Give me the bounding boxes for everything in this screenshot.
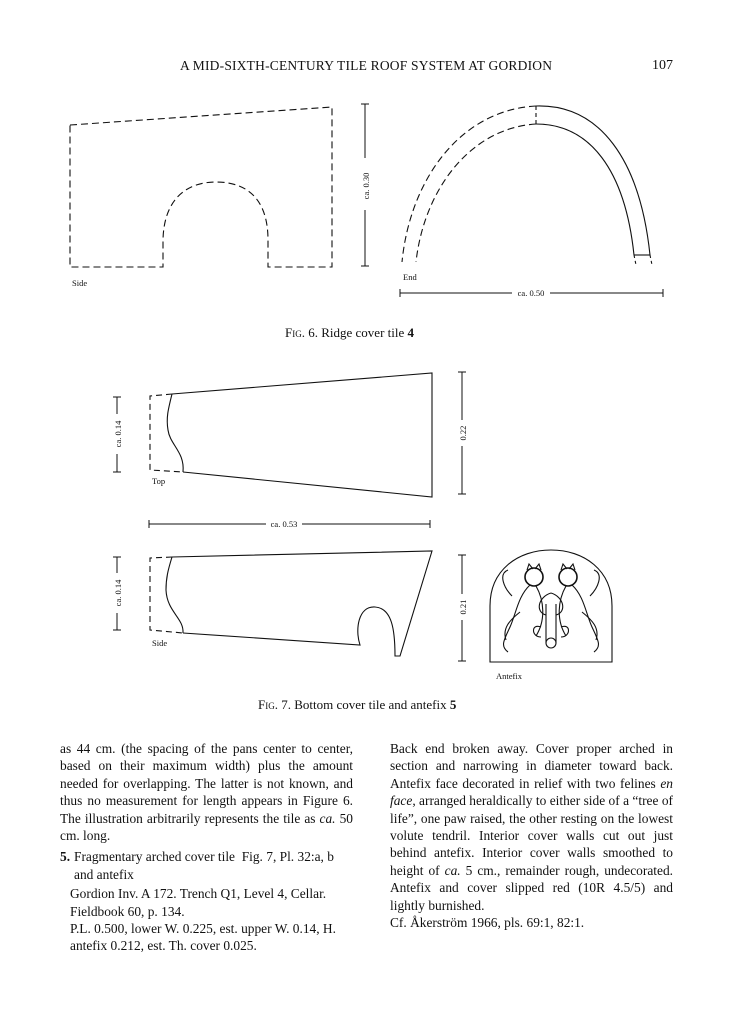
left-paragraph-em: ca. [319,810,336,826]
running-header-title: A MID-SIXTH-CENTURY TILE ROOF SYSTEM AT GORDION [180,58,553,73]
fig7-label-antefix: Antefix [496,671,522,681]
fig6-length-label: ca. 0.50 [517,288,545,298]
figure6-caption-text: Ridge cover tile [321,325,405,340]
fig6-label-end: End [403,272,417,282]
fig7-label-side: Side [152,638,168,648]
figure7-caption-prefix: Fig. 7. [258,697,291,712]
page-number: 107 [652,58,673,73]
catalog-entry-title: Fragmentary arched cover tile [74,849,235,865]
figure7-side-view [150,551,432,656]
fig7-length-label: ca. 0.53 [270,519,298,529]
right-text-column [390,740,673,931]
catalog-entry-citation: Cf. Åkerström 1966, pls. 69:1, 82:1. [390,915,585,931]
left-paragraph-text: as 44 cm. (the spacing of the pans center to center, based on their maximum width) plus the amount needed for overlapping. The latter is not known, and thus no measurement for length appears in Figure 6. The illustration arbitrarily represents the tile as [60,741,353,826]
figure7-top-view [150,373,432,497]
left-paragraph [60,740,353,844]
figure6-end-view [402,106,652,265]
fig7-top-left-label: ca. 0.14 [113,420,123,448]
figure6-caption [285,325,414,341]
left-paragraph-end: 50 cm. long. [60,810,353,844]
fig6-label-side: Side [72,278,88,288]
description-part-c: 5 cm., remainder rough, undecorated. Antefix and cover slipped red (10R 4.5/5) and lightly burnished. [390,862,673,913]
figure7-caption-number: 5 [449,697,457,712]
fig7-side-right-label: 0.21 [458,599,468,615]
figure7-caption [258,697,456,713]
catalog-entry-dimensions: P.L. 0.500, lower W. 0.225, est. upper W. 0.14, H. antefix 0.212, est. Th. cover 0.025. [70,921,336,954]
antefix-relief-illustration [490,550,612,662]
catalog-entry-heading [60,848,353,883]
figure7-caption-text: Bottom cover tile and antefix [294,697,447,712]
left-text-column [60,740,353,955]
fig7-top-right-label: 0.22 [458,425,468,441]
description-part-a: Back end broken away. Cover proper arched in section and narrowing in diameter toward back. Antefix face decorated in relief with two felines [390,741,673,791]
figure6-caption-prefix: Fig. 6. [285,325,318,340]
catalog-entry-inventory: Gordion Inv. A 172. Trench Q1, Level 4, Cellar. Fieldbook 60, p. 134. [70,886,327,919]
fig7-label-top: Top [152,476,166,486]
description-em-ca: ca. [444,862,461,878]
catalog-entry-number: 5. [60,849,71,865]
fig6-height-label: ca. 0.30 [361,172,371,200]
description-part-b: , arranged heraldically to either side of a “tree of life”, one paw raised, the other resting on the lowest volute tendril. Interior cover walls cut out just behind antefix. Interior cover walls smoothed to height of [390,793,673,878]
catalog-entry-refs: Fig. 7, Pl. 32:a, b and antefix [74,849,334,882]
figure6-side-view [70,107,332,267]
catalog-entry-description [390,740,673,914]
fig7-side-left-label: ca. 0.14 [113,579,123,607]
catalog-entry-title-block [74,848,353,883]
description-em-en-face: en face [390,775,673,809]
figure6-caption-number: 4 [407,325,415,340]
